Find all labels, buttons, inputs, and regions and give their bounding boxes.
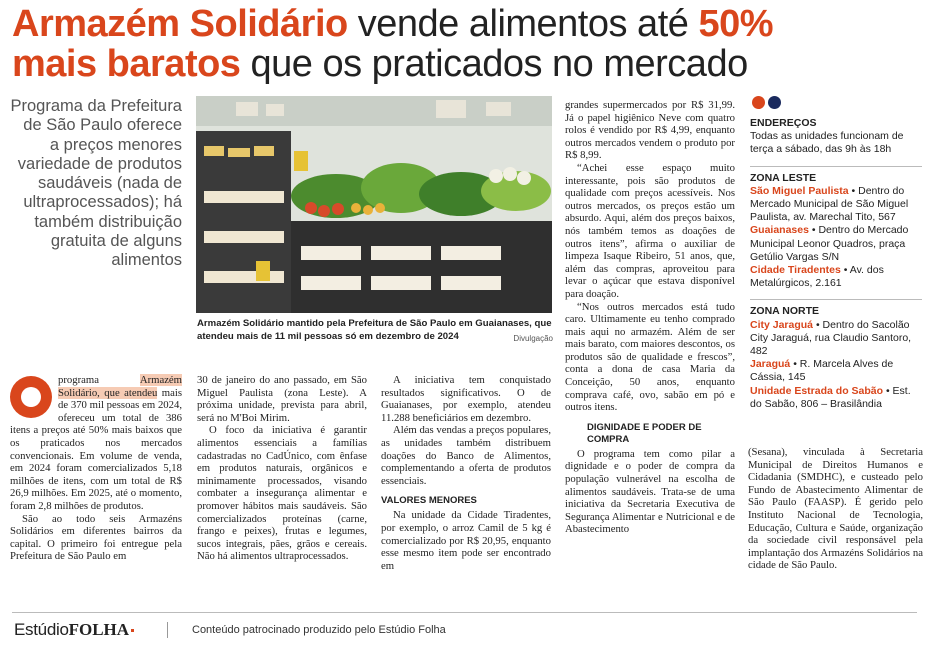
caption-text: Armazém Solidário mantido pela Prefeitura de São Paulo em Guaianases, que atendeu mais de 11 mil pessoas só em dezembro de 2024	[197, 318, 552, 342]
footer-text: Conteúdo patrocinado produzido pelo Estúdio Folha	[192, 624, 446, 636]
article-column-5	[748, 446, 923, 572]
sidebar-title: ENDEREÇOS	[750, 117, 817, 129]
article-paragraph: São ao todo seis Armazéns Solidários em diferentes bairros da capital. O primeiro foi entregue pela Prefeitura de São Paulo em	[10, 512, 182, 563]
addresses-sidebar	[750, 117, 922, 411]
address-item	[750, 385, 922, 411]
article-paragraph: O foco da iniciativa é garantir alimentos essenciais a famílias cadastradas no CadÚnico, com ênfase em produtos naturais, orgânicos e minimamente processados, visando combater a insegurança alimentar e promover hábitos mais saudáveis. São comercializados proteínas (carne, frango e peixes), frutas e legumes, sucos integrais, pães, grãos e cereais. Não há alimentos ultraprocessados.	[197, 424, 367, 563]
highlighted-text: Armazém Solidário, que atendeu	[58, 374, 182, 399]
address-text: • Dentro do Mercado Municipal de São Miguel Paulista, av. Marechal Tito, 567	[750, 184, 909, 224]
article-column-3	[381, 374, 551, 572]
address-text: • Est. do Sabão, 806 – Brasilândia	[750, 384, 911, 410]
sidebar-dots	[752, 96, 784, 114]
article-paragraph: “Nos outros mercados está tudo caro. Ultimamente eu tenho comprado mais aqui no armazém. Além de ser mais barato, com maiores descontos, os produtos são de qualidade e frescos”, conta a dona de casa Maria da Conceição, 50 anos, enquanto comprava café, ovo, sabão em pó e outros itens.	[565, 300, 735, 414]
photo-caption	[197, 318, 553, 345]
address-item	[750, 185, 922, 225]
article-paragraph: Na unidade da Cidade Tiradentes, por exemplo, o arroz Camil de 5 kg é comercializado por R$ 20,95, enquanto esse mesmo item pode ser encontrado em	[381, 509, 551, 572]
zone-norte-title: ZONA NORTE	[750, 299, 922, 318]
article-paragraph: (Sesana), vinculada à Secretaria Municipal de Direitos Humanos e Cidadania (SMDHC), e custeado pelo Fundo de Abastecimento Alimentar de São Paulo (FAASP). É gerido pelo Instituto Nacional de Tecnologia, Educação, Cultura e Saúde, organização da sociedade civil responsável pela implantação dos Armazéns Solidários na cidade de São Paulo.	[748, 446, 923, 572]
article-column-4	[565, 99, 735, 536]
address-item	[750, 224, 922, 264]
address-location: Guaianases	[750, 224, 809, 237]
supermarket-photo-illustration	[196, 96, 552, 313]
dropcap-o-icon	[10, 376, 52, 418]
address-text: • Dentro do Mercado Municipal Leonor Quadros, praça Getúlio Vargas S/N	[750, 224, 909, 263]
article-paragraph: “Achei esse espaço muito interessante, pois são produtos de qualidade com preços acessíveis. Nos outros mercados, os preços estão um absurdo. Aqui, além dos preços baixos, nós também temos as doações de outros itens”, afirma o auxiliar de limpeza Isaque Ribeiro, 51 anos, que, além das compras, aproveitou para levar o açúcar que estava disponível para doação.	[565, 161, 735, 300]
deck-summary: Programa da Prefeitura de São Paulo oferece a preços menores variedade de produtos saudáveis (nada de ultraprocessados); há também distribuição gratuita de alguns alimentos	[10, 97, 182, 270]
article-photo	[196, 96, 552, 313]
article-paragraph: A iniciativa tem conquistado resultados significativos. O de Guaianases, por exemplo, atendeu 11.288 beneficiários em dezembro.	[381, 374, 551, 424]
article-column-1	[10, 374, 182, 563]
sidebar-intro: Todas as unidades funcionam de terça a sábado, das 9h às 18h	[750, 130, 904, 156]
logo-mark-icon	[131, 629, 134, 632]
headline-part4: mais baratos	[12, 43, 241, 85]
article-paragraph: 30 de janeiro do ano passado, em São Miguel Paulista (zona Leste). A próxima unidade, prevista para abril, será no M'Boi Mirim.	[197, 374, 367, 424]
article-column-2	[197, 374, 367, 563]
orange-dot-icon	[752, 96, 765, 109]
address-item	[750, 264, 922, 290]
address-text: • R. Marcela Alves de Cássia, 145	[750, 358, 894, 384]
address-location: São Miguel Paulista	[750, 184, 849, 197]
navy-dot-icon	[768, 96, 781, 109]
address-location: Jaraguá	[750, 358, 791, 371]
address-location: City Jaraguá	[750, 318, 814, 331]
estudio-folha-logo: EstúdioFOLHA	[14, 620, 134, 640]
address-item	[750, 358, 922, 384]
subheading-dignidade: DIGNIDADE E PODER DE COMPRA	[587, 421, 702, 445]
address-text: • Av. dos Metalúrgicos, 2.161	[750, 264, 884, 290]
address-location: Unidade Estrada do Sabão	[750, 384, 884, 397]
article-paragraph: grandes supermercados por R$ 31,99. Já o papel higiênico Neve com quatro rolos é vendido por R$ 4,99, enquanto outros mercados vendem o produto por R$ 8,99.	[565, 99, 735, 162]
address-item	[750, 319, 922, 359]
headline	[12, 4, 917, 84]
headline-part1: Armazém Solidário	[12, 3, 348, 45]
footer-separator	[167, 622, 168, 638]
article-paragraph: Além das vendas a preços populares, as unidades também distribuem doações do Banco de Alimentos, complementando a oferta de produtos essenciais.	[381, 424, 551, 487]
zone-leste-title: ZONA LESTE	[750, 166, 922, 185]
headline-part2: vende alimentos até	[347, 3, 699, 45]
article-paragraph: programa Armazém Solidário, que atendeu mais de 370 mil pessoas em 2024, ofereceu um total de 386 itens a preços até 50% mais baixos que os praticados nos mercados convencionais. Em volume de venda, em 2024 foram comercializados 5,18 milhões de itens, com um total de R$ 26,9 milhões. Em 2025, até o momento, foram 2,8 milhões de produtos.	[10, 374, 182, 512]
headline-part3: 50%	[698, 3, 774, 45]
headline-part5: que os praticados no mercado	[240, 43, 748, 85]
address-text: • Dentro do Sacolão City Jaraguá, rua Claudio Santoro, 482	[750, 318, 912, 358]
subheading-valores: VALORES MENORES	[381, 495, 477, 507]
photo-credit: Divulgação	[513, 333, 553, 343]
article-paragraph: O programa tem como pilar a dignidade e o poder de compra da população vulnerável na escolha de alimentos saudáveis. Trata-se de uma iniciativa da Secretaria Executiva de Segurança Alimentar e Nutricional e de Abastecimento	[565, 447, 735, 536]
footer-divider	[12, 612, 917, 613]
address-location: Cidade Tiradentes	[750, 264, 841, 277]
